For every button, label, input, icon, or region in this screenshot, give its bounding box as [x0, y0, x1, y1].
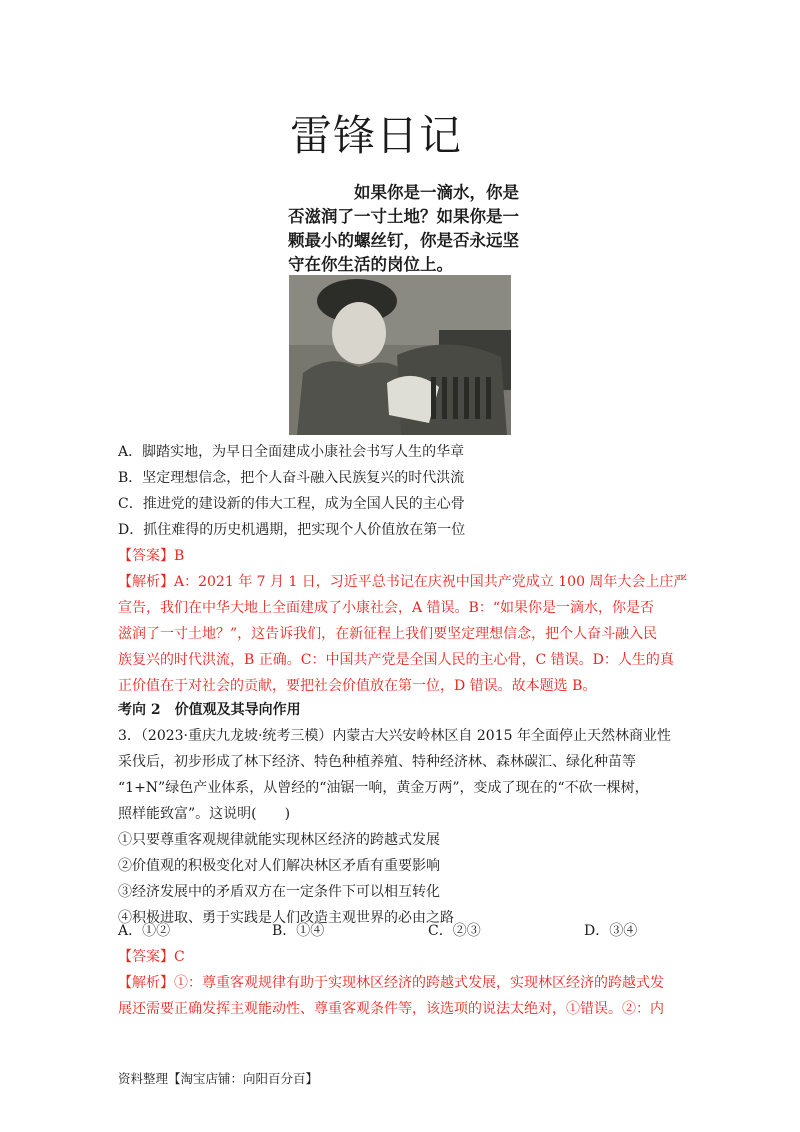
analysis-line: 族复兴的时代洪流，B 正确。C：中国共产党是全国人民的主心骨，C 错误。D：人生的真: [118, 652, 674, 668]
analysis-line: 展还需要正确发挥主观能动性、尊重客观条件等，该选项的说法太绝对，①错误。②：内: [118, 1001, 664, 1017]
statement-1: ①只要尊重客观规律就能实现林区经济的跨越式发展: [118, 832, 440, 848]
poster-title: 雷锋日记: [290, 111, 463, 160]
analysis-q3: [118, 970, 688, 1022]
answer-label: 【答案】C: [118, 949, 185, 965]
statement-3: ③经济发展中的矛盾双方在一定条件下可以相互转化: [118, 884, 440, 900]
option-b: B．①④: [272, 923, 325, 939]
question-3: [118, 723, 688, 931]
q3-options: [118, 918, 688, 944]
answer-label: 【答案】B: [118, 548, 185, 564]
answer-q3: [118, 944, 688, 970]
footer-credit: 资料整理【淘宝店铺：向阳百分百】: [118, 1071, 319, 1086]
option-b: B．坚定理想信念，把个人奋斗融入民族复兴的时代洪流: [118, 470, 465, 486]
question-line: 采伐后，初步形成了林下经济、特色种植养殖、特种经济林、森林碳汇、绿化种苗等: [118, 754, 636, 770]
option-a: A．①②: [118, 923, 171, 939]
question-line: “1+N”绿色产业体系，从曾经的“油锯一响，黄金万两”，变成了现在的“不砍一棵树，: [118, 780, 649, 796]
analysis-line: 正价值在于对社会的贡献，要把社会价值放在第一位，D 错误。故本题选 B。: [118, 678, 597, 694]
analysis-line: 【解析】①：尊重客观规律有助于实现林区经济的跨越式发展，实现林区经济的跨越式发: [118, 975, 664, 991]
poster-quote: 如果你是一滴水，你是否滋润了一寸土地？如果你是一颗最小的螺丝钉，你是否永远坚守在你生活的岗位上。: [288, 183, 519, 274]
statement-4: ④积极进取、勇于实践是人们改造主观世界的必由之路: [118, 910, 454, 926]
analysis-line: 滋润了一寸土地？”，这告诉我们，在新征程上我们要坚定理想信念，把个人奋斗融入民: [118, 626, 658, 642]
analysis-line: 宣告，我们在中华大地上全面建成了小康社会，A 错误。B：“如果你是一滴水，你是否: [118, 600, 655, 616]
lei-feng-photo: [289, 275, 511, 435]
section-heading-text: 考向 2 价值观及其导向作用: [118, 702, 301, 718]
analysis-line: 【解析】A：2021 年 7 月 1 日，习近平总书记在庆祝中国共产党成立 100 周年大会上庄严: [118, 574, 688, 590]
question-line: 3．（2023·重庆九龙坡·统考三模）内蒙古大兴安岭林区自 2015 年全面停止天然林商业性: [118, 728, 671, 744]
q2-options: [118, 439, 688, 569]
question-line: 照样能致富”。这说明( ): [118, 806, 291, 822]
option-c: C．推进党的建设新的伟大工程，成为全国人民的主心骨: [118, 496, 465, 512]
analysis-q2: [118, 569, 688, 699]
option-d: D．抓住难得的历史机遇期，把实现个人价值放在第一位: [118, 522, 466, 538]
option-d: D．③④: [584, 923, 638, 939]
option-a: A．脚踏实地，为早日全面建成小康社会书写人生的华章: [118, 444, 465, 460]
photo-illustration: [289, 275, 511, 435]
option-c: C．②③: [428, 923, 481, 939]
statement-2: ②价值观的积极变化对人们解决林区矛盾有重要影响: [118, 858, 440, 874]
section-heading: [118, 697, 688, 723]
